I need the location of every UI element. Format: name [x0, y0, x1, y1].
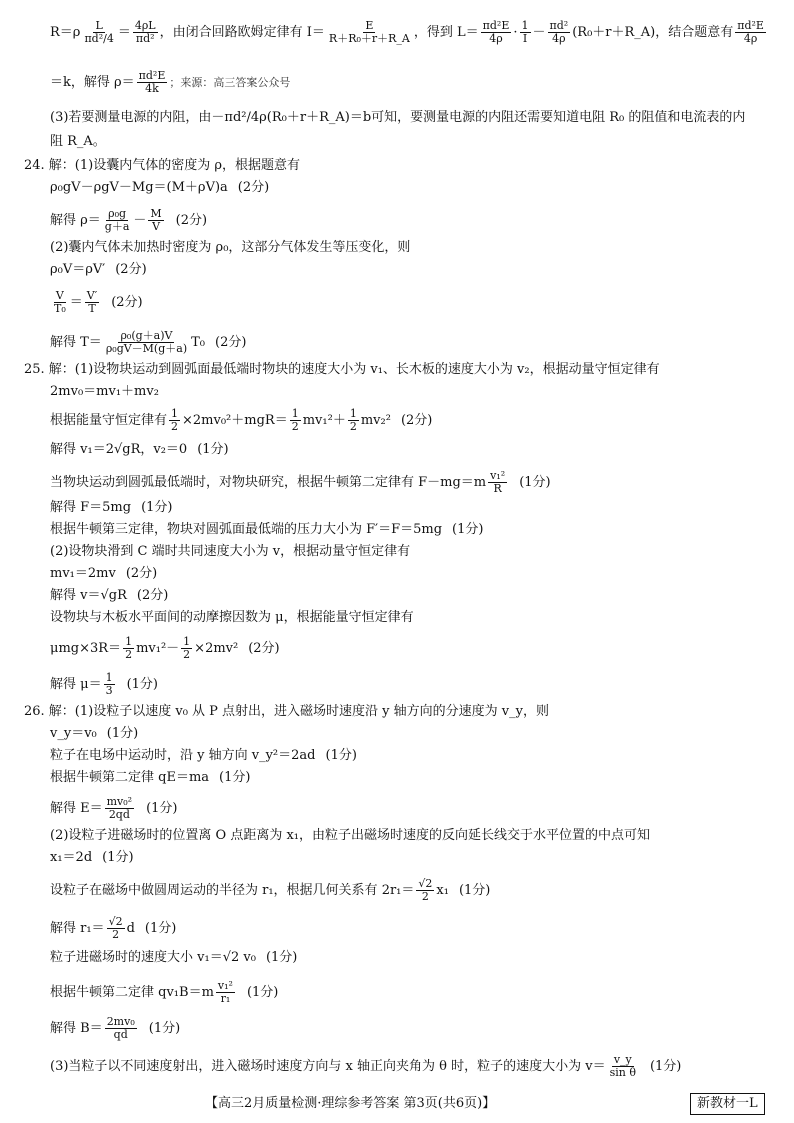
q25-newton-third: 根据牛顿第三定律，物块对圆弧面最低端的压力大小为 F′＝F＝5mg (1分)	[50, 522, 484, 537]
q26-field-result: 解得 E＝ $\frac{\text{mv₀²}}{2qd}$ (1分)	[50, 795, 178, 821]
q25-part-2: (2)设物块滑到 C 端时共同速度大小为 v，根据动量守恒定律有	[50, 544, 411, 559]
q24-equation-1: ρ₀gV－ρgV－Mg＝(M＋ρV)a (2分)	[50, 180, 270, 195]
resistance-derivation-line: R＝ρ $\frac{L}{\text{πd²/4}}$ ＝ $\frac{4\rho L}{\text{πd²}}$ ，由闭合回路欧姆定律有 I＝ $\frac{E}{\text{R＋R₀＋r＋R\_A}}$ ，得到 L＝ $\frac{\text{πd²E}}{4\rho}$ · $\frac{1}{I}$ － $\frac{\text{πd²}}{4\rho}$ (R₀＋r＋R_A)，结合题意有 $\frac{\text{πd²E}}{4\rho}$	[50, 19, 764, 45]
q26-geometry-eq: 设粒子在磁场中做圆周运动的半径为 r₁，根据几何关系有 2r₁＝ $\frac{√2}{2}$ x₁ (1分)	[50, 877, 491, 903]
source-note: ；来源：高三答案公众号	[169, 76, 291, 89]
internal-resistance-line: (3)若要测量电源的内阻，由－πd²/4ρ(R₀＋r＋R_A)＝b可知，要测量电源的内阻还需要知道电阻 R₀ 的阻值和电流表的内	[50, 110, 746, 125]
q24-heading: 24. 解：(1)设囊内气体的密度为 ρ，根据题意有	[24, 158, 300, 173]
q26-radius-result: 解得 r₁＝ $\frac{√2}{2}$ d (1分)	[50, 915, 177, 941]
q26-lorentz-eq: 根据牛顿第二定律 qv₁B＝m $\frac{\text{v₁²}}{\text{r₁}}$ (1分)	[50, 979, 279, 1005]
q24-solution-2: 解得 T＝ $\frac{\text{ρ₀(g＋a)V}}{\text{ρ₀gV－M(g＋a)}}$ T₀ (2分)	[50, 329, 247, 355]
q25-energy-eq-2: μmg×3R＝ $\frac{1}{2}$ mv₁²－ $\frac{1}{2}$ ×2mv² (2分)	[50, 635, 280, 661]
q26-x1-eq: x₁＝2d (1分)	[50, 850, 134, 865]
q26-vy-eq: v_y＝v₀ (1分)	[50, 726, 139, 741]
q25-friction-intro: 设物块与木板水平面间的动摩擦因数为 μ，根据能量守恒定律有	[50, 610, 414, 625]
q25-newton-second: 当物块运动到圆弧最低端时，对物块研究，根据牛顿第二定律有 F－mg＝m $\frac{\text{v₁²}}{R}$ (1分)	[50, 469, 551, 495]
page-footer: 【高三2月质量检测·理综参考答案 第3页(共6页)】	[205, 1096, 496, 1111]
q24-equation-2: ρ₀V＝ρV′ (2分)	[50, 262, 147, 277]
q26-b-result: 解得 B＝ $\frac{\text{2mv₀}}{qd}$ (1分)	[50, 1015, 181, 1041]
q25-common-velocity: 解得 v＝√gR (2分)	[50, 588, 169, 603]
q26-newton-eq: 根据牛顿第二定律 qE＝ma (1分)	[50, 770, 251, 785]
q25-velocity-result: 解得 v₁＝2√gR，v₂＝0 (1分)	[50, 442, 229, 457]
q26-kinematics-eq: 粒子在电场中运动时，沿 y 轴方向 v_y²＝2ad (1分)	[50, 748, 357, 763]
q26-entry-speed: 粒子进磁场时的速度大小 v₁＝√2 v₀ (1分)	[50, 950, 298, 965]
rho-result-line: ＝k，解得 ρ＝ $\frac{\text{πd²E}}{4k}$ ；来源：高三答案公众号	[50, 69, 291, 95]
q26-heading: 26. 解：(1)设粒子以速度 v₀ 从 P 点射出，进入磁场时速度沿 y 轴方向的分速度为 v_y，则	[24, 704, 549, 719]
q26-part-2: (2)设粒子进磁场时的位置离 O 点距离为 x₁，由粒子出磁场时速度的反向延长线交于水平位置的中点可知	[50, 828, 651, 843]
q24-part-2: (2)囊内气体未加热时密度为 ρ₀，这部分气体发生等压变化，则	[50, 240, 411, 255]
q25-energy-eq: 根据能量守恒定律有 $\frac{1}{2}$ ×2mv₀²＋mgR＝ $\frac{1}{2}$ mv₁²＋ $\frac{1}{2}$ mv₂² (2分)	[50, 407, 433, 433]
q26-part-3: (3)当粒子以不同速度射出，进入磁场时速度方向与 x 轴正向夹角为 θ 时，粒子的速度大小为 v＝ $\frac{v\_y}{\text{sin θ}}$ (1分)	[50, 1053, 682, 1079]
internal-resistance-line-2: 阻 R_A。	[50, 134, 106, 149]
q24-solution-1: 解得 ρ＝ $\frac{\text{ρ₀g}}{g+a}$ － $\frac{M}{V}$ (2分)	[50, 207, 208, 233]
q25-heading: 25. 解：(1)设物块运动到圆弧面最低端时物块的速度大小为 v₁、长木板的速度大小为 v₂，根据动量守恒定律有	[24, 362, 660, 377]
q25-momentum-eq-2: mv₁＝2mv (2分)	[50, 566, 158, 581]
q25-momentum-eq: 2mv₀＝mv₁＋mv₂	[50, 384, 159, 399]
q24-equation-3: $\frac{V}{\text{T₀}}$ ＝ $\frac{V'}{T}$ (2分)	[54, 289, 143, 315]
edition-badge: 新教材一L	[690, 1093, 765, 1115]
q25-force-result: 解得 F＝5mg (1分)	[50, 500, 173, 515]
q25-mu-result: 解得 μ＝ $\frac{1}{3}$ (1分)	[50, 671, 159, 697]
